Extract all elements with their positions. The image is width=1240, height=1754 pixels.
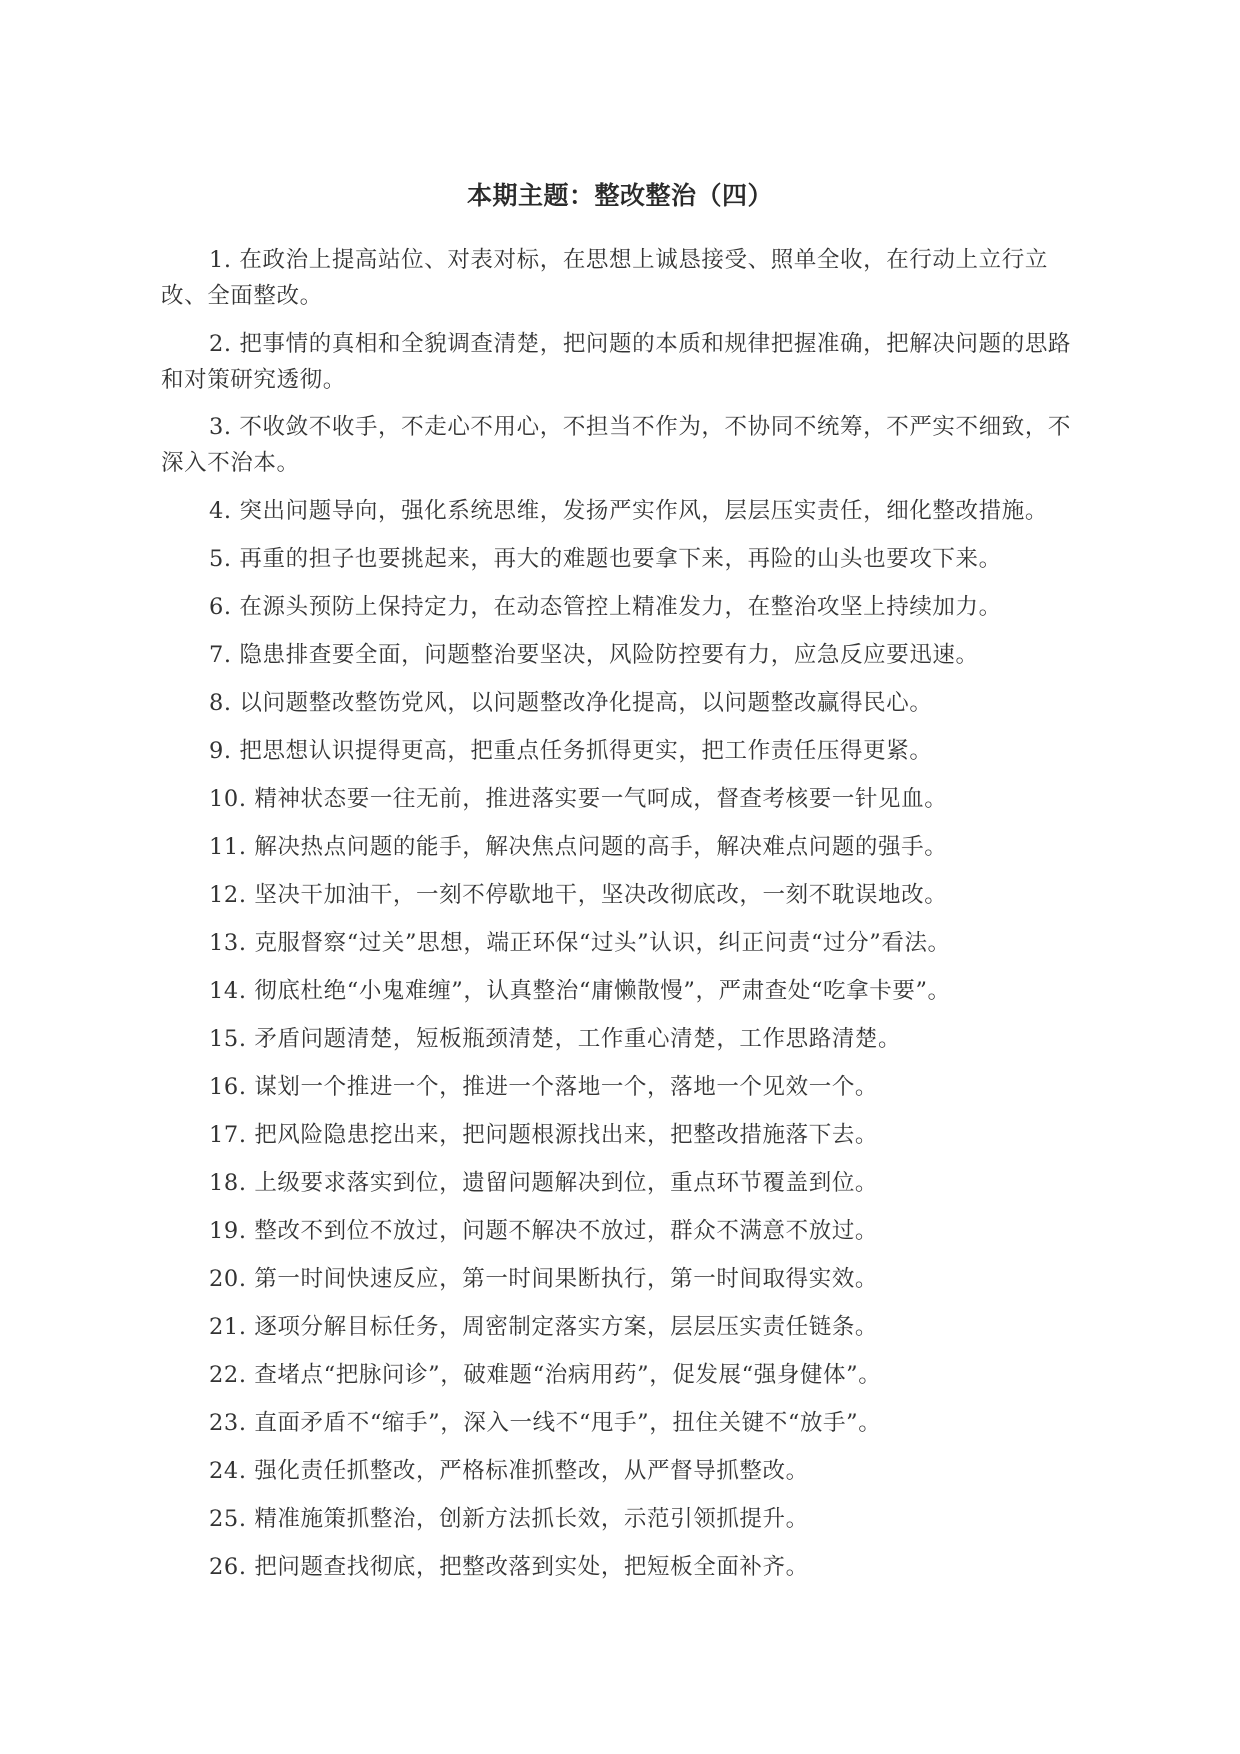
list-item: 10. 精神状态要一往无前，推进落实要一气呵成，督查考核要一针见血。 <box>209 785 948 812</box>
list-item: 22. 查堵点“把脉问诊”，破难题“治病用药”，促发展“强身健体”。 <box>209 1361 882 1388</box>
list-item: 4. 突出问题导向，强化系统思维，发扬严实作风，层层压实责任，细化整改措施。 <box>209 497 1048 524</box>
list-item: 3. 不收敛不收手，不走心不用心，不担当不作为，不协同不统筹，不严实不细致，不深入不治本。 <box>161 414 1072 477</box>
list-item: 18. 上级要求落实到位，遗留问题解决到位，重点环节覆盖到位。 <box>209 1169 879 1196</box>
list-item: 13. 克服督察“过关”思想，端正环保“过头”认识，纠正问责“过分”看法。 <box>209 929 951 956</box>
document-body <box>161 242 1091 1597</box>
list-item: 21. 逐项分解目标任务，周密制定落实方案，层层压实责任链条。 <box>209 1313 879 1340</box>
document-title: 本期主题：整改整治（四） <box>466 181 773 210</box>
list-item: 16. 谋划一个推进一个，推进一个落地一个，落地一个见效一个。 <box>209 1073 879 1100</box>
list-item: 23. 直面矛盾不“缩手”，深入一线不“甩手”，扭住关键不“放手”。 <box>209 1409 882 1436</box>
list-item: 2. 把事情的真相和全貌调查清楚，把问题的本质和规律把握准确，把解决问题的思路和对策研究透彻。 <box>161 330 1072 393</box>
list-item: 11. 解决热点问题的能手，解决焦点问题的高手，解决难点问题的强手。 <box>209 833 948 860</box>
list-item: 15. 矛盾问题清楚，短板瓶颈清楚，工作重心清楚，工作思路清楚。 <box>209 1025 902 1052</box>
list-item: 8. 以问题整改整饬党风，以问题整改净化提高，以问题整改赢得民心。 <box>209 689 933 716</box>
list-item: 1. 在政治上提高站位、对表对标，在思想上诚恳接受、照单全收，在行动上立行立改、全面整改。 <box>161 247 1048 309</box>
list-item: 26. 把问题查找彻底，把整改落到实处，把短板全面补齐。 <box>209 1553 809 1580</box>
list-item: 14. 彻底杜绝“小鬼难缠”，认真整治“庸懒散慢”，严肃查处“吃拿卡要”。 <box>209 977 951 1004</box>
list-item: 6. 在源头预防上保持定力，在动态管控上精准发力，在整治攻坚上持续加力。 <box>209 593 1002 620</box>
list-item: 17. 把风险隐患挖出来，把问题根源找出来，把整改措施落下去。 <box>209 1121 879 1148</box>
list-item: 19. 整改不到位不放过，问题不解决不放过，群众不满意不放过。 <box>209 1217 879 1244</box>
list-item: 24. 强化责任抓整改，严格标准抓整改，从严督导抓整改。 <box>209 1457 809 1484</box>
list-item: 25. 精准施策抓整治，创新方法抓长效，示范引领抓提升。 <box>209 1505 809 1532</box>
list-item: 20. 第一时间快速反应，第一时间果断执行，第一时间取得实效。 <box>209 1265 879 1292</box>
list-item: 12. 坚决干加油干，一刻不停歇地干，坚决改彻底改，一刻不耽误地改。 <box>209 881 948 908</box>
list-item: 7. 隐患排查要全面，问题整治要坚决，风险防控要有力，应急反应要迅速。 <box>209 641 979 668</box>
list-item: 9. 把思想认识提得更高，把重点任务抓得更实，把工作责任压得更紧。 <box>209 737 933 764</box>
list-item: 5. 再重的担子也要挑起来，再大的难题也要拿下来，再险的山头也要攻下来。 <box>209 545 1002 572</box>
